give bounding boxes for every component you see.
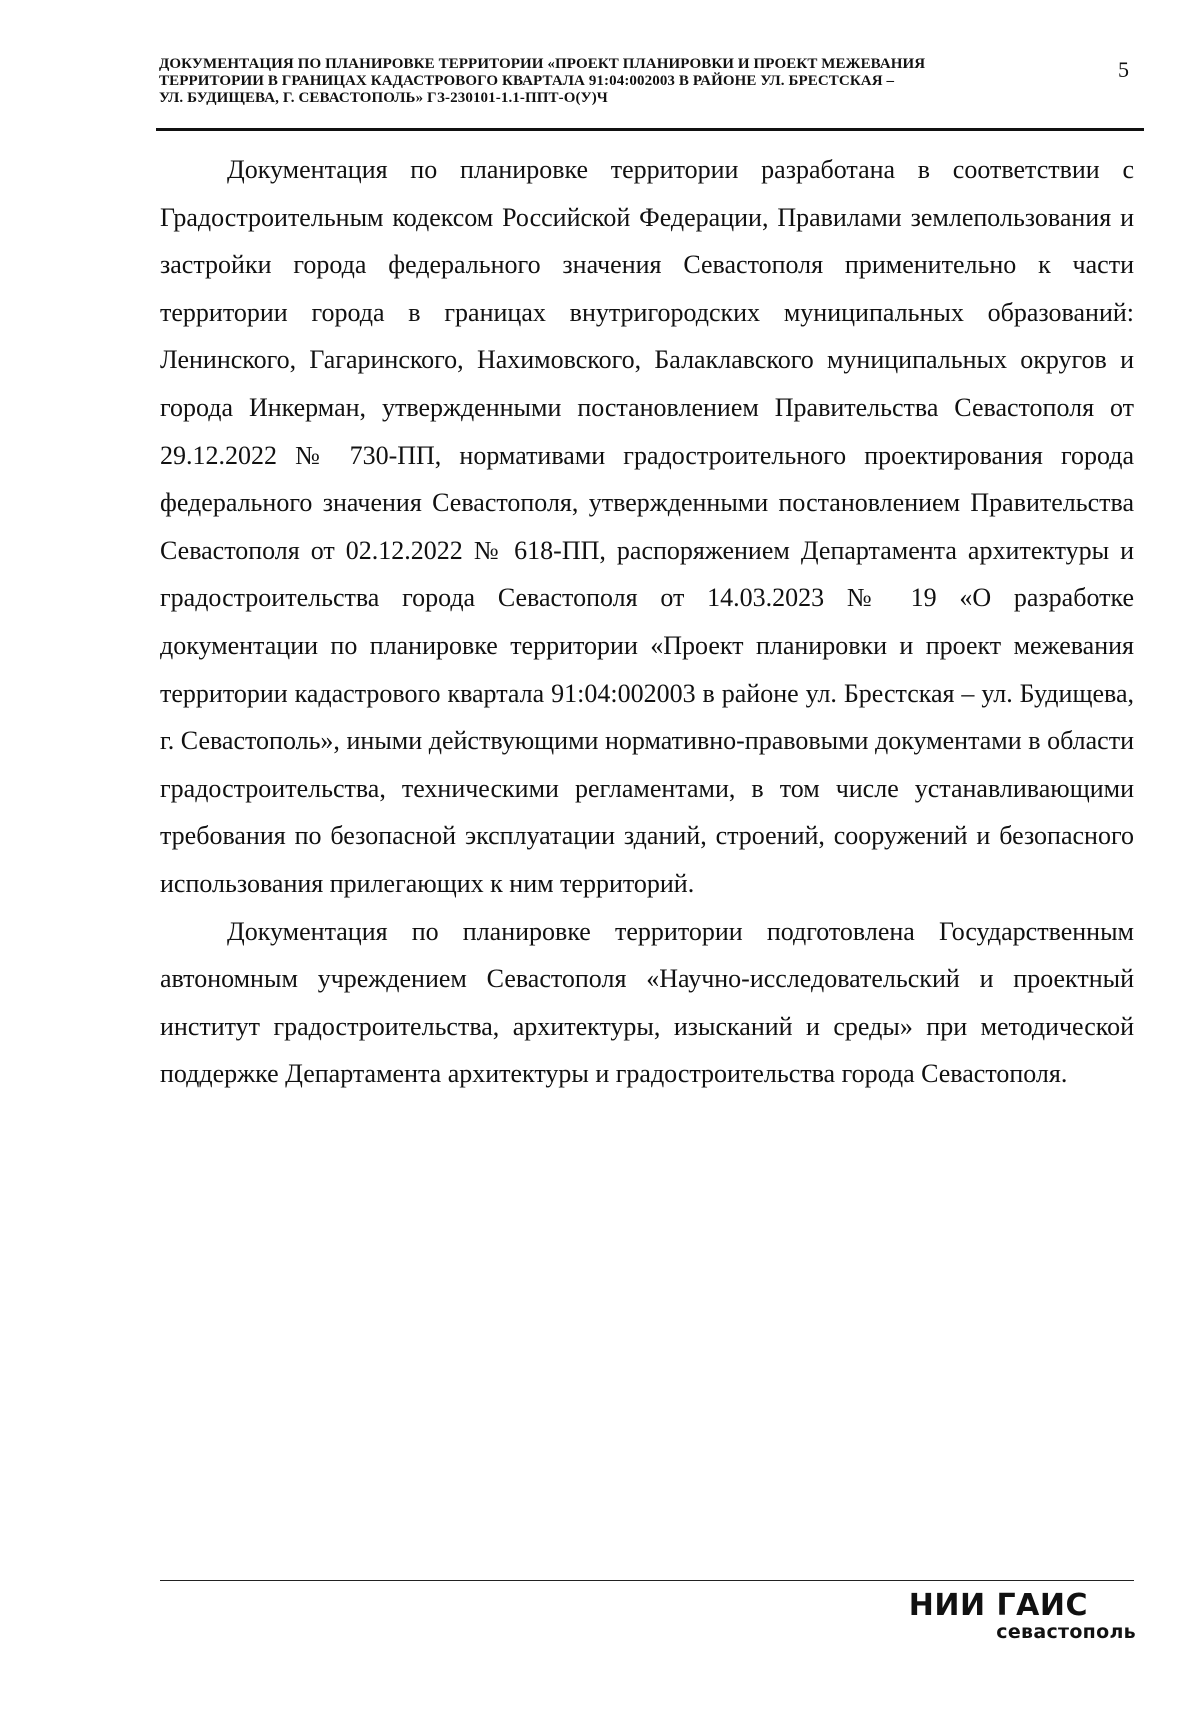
nii-gais-logo <box>880 1590 1136 1642</box>
header-line-1: ДОКУМЕНТАЦИЯ ПО ПЛАНИРОВКЕ ТЕРРИТОРИИ «ПРОЕКТ ПЛАНИРОВКИ И ПРОЕКТ МЕЖЕВАНИЯ <box>159 56 926 72</box>
header-line-2: ТЕРРИТОРИИ В ГРАНИЦАХ КАДАСТРОВОГО КВАРТАЛА 91:04:002003 В РАЙОНЕ УЛ. БРЕСТСКАЯ – <box>159 73 895 89</box>
paragraph-legal-basis: Документация по планировке территории разработана в соответствии с Градостроительным кодексом Российской Федерации, Правилами землепользования и застройки города федерального значения Севастополя применительно к части территории города в границах внутригородских муниципальных образований: Ленинского, Гагаринского, Нахимовского, Балаклавского муниципальных округов и города Инкерман, утвержденными постановлением Правительства Севастополя от 29.12.2022 № 730-ПП, нормативами градостроительного проектирования города федерального значения Севастополя, утвержденными постановлением Правительства Севастополя от 02.12.2022 № 618-ПП, распоряжением Департамента архитектуры и градостроительства города Севастополя от 14.03.2023 № 19 «О разработке документации по планировке территории «Проект планировки и проект межевания территории кадастрового квартала 91:04:002003 в районе ул. Брестская – ул. Будищева, г. Севастополь», иными действующими нормативно-правовыми документами в области градостроительства, техническими регламентами, в том числе устанавливающими требования по безопасной эксплуатации зданий, строений, сооружений и безопасного использования прилегающих к ним территорий. <box>160 155 1134 898</box>
header-divider <box>156 128 1144 131</box>
document-header <box>159 56 1059 107</box>
logo-sub-text: севастополь <box>996 1621 1136 1643</box>
paragraph-prepared-by: Документация по планировке территории подготовлена Государственным автономным учреждением Севастополя «Научно-исследовательский и проектный институт градостроительства, архитектуры, изысканий и среды» при методической поддержке Департамента архитектуры и градостроительства города Севастополя. <box>160 916 1134 1089</box>
document-body <box>160 146 1134 1098</box>
logo-main-text: НИИ ГАИС <box>908 1588 1088 1623</box>
page-number: 5 <box>1118 57 1129 82</box>
footer-divider <box>160 1580 1134 1581</box>
header-line-3: УЛ. БУДИЩЕВА, Г. СЕВАСТОПОЛЬ» ГЗ-230101-1.1-ППТ-О(У)Ч <box>159 90 608 106</box>
